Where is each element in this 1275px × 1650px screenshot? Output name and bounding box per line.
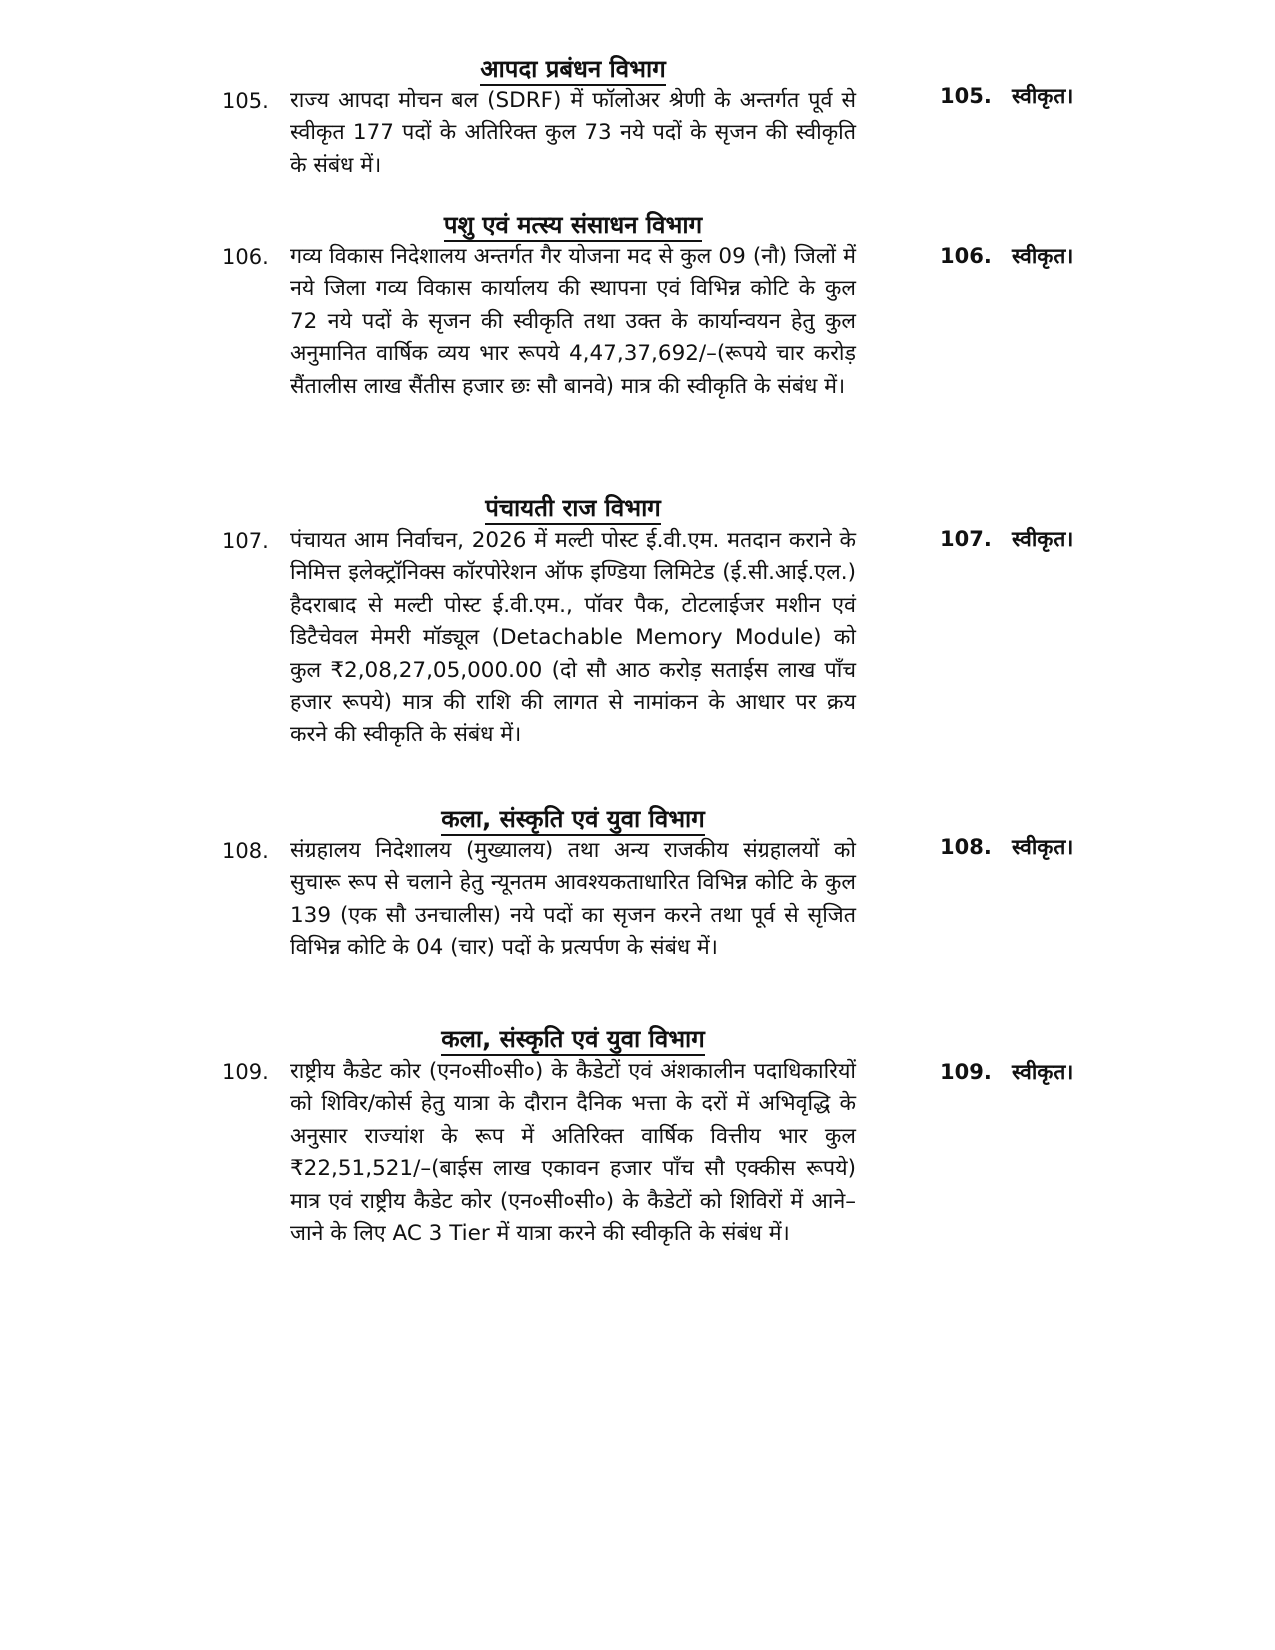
department-heading: आपदा प्रबंधन विभाग bbox=[290, 54, 856, 84]
decision-status: स्वीकृत। bbox=[1012, 1060, 1074, 1084]
department-heading: कला, संस्कृति एवं युवा विभाग bbox=[290, 1024, 856, 1054]
decision bbox=[940, 831, 1120, 864]
decision bbox=[940, 80, 1120, 113]
decision-number: 105. bbox=[940, 84, 992, 108]
decision-status: स्वीकृत। bbox=[1012, 244, 1074, 268]
item-number: 107. bbox=[222, 529, 269, 553]
decision-status: स्वीकृत। bbox=[1012, 835, 1074, 859]
decision bbox=[940, 240, 1120, 273]
item-text: पंचायत आम निर्वाचन, 2026 में मल्टी पोस्ट ई.वी.एम. मतदान कराने के निमित्त इलेक्ट्रॉनिक्स कॉरपोरेशन ऑफ इण्डिया लिमिटेड (ई.सी.आई.एल.) हैदराबाद से मल्टी पोस्ट ई.वी.एम., पॉवर पैक, टोटलाईजर मशीन एवं डिटैचेवल मेमरी मॉड्यूल (Detachable Memory Module) को कुल ₹2,08,27,05,000.00 (दो सौ आठ करोड़ सताईस लाख पाँच हजार रूपये) मात्र की राशि की लागत से नामांकन के आधार पर क्रय करने की स्वीकृति के संबंध में। bbox=[290, 528, 856, 748]
department-heading: पशु एवं मत्स्य संसाधन विभाग bbox=[290, 210, 856, 240]
item-text: संग्रहालय निदेशालय (मुख्यालय) तथा अन्य राजकीय संग्रहालयों को सुचारू रूप से चलाने हेतु न्यूनतम आवश्यकताधारित विभिन्न कोटि के कुल 139 (एक सौ उनचालीस) नये पदों का सृजन करने तथा पूर्व से सृजित विभिन्न कोटि के 04 (चार) पदों के प्रत्यर्पण के संबंध में। bbox=[290, 838, 856, 961]
item-text: राज्य आपदा मोचन बल (SDRF) में फॉलोअर श्रेणी के अन्तर्गत पूर्व से स्वीकृत 177 पदों के अतिरिक्त कुल 73 नये पदों के सृजन की स्वीकृति के संबंध में। bbox=[290, 88, 856, 178]
item-text: गव्य विकास निदेशालय अन्तर्गत गैर योजना मद से कुल 09 (नौ) जिलों में नये जिला गव्य विकास कार्यालय की स्थापना एवं विभिन्न कोटि के कुल 72 नये पदों के सृजन की स्वीकृति तथा उक्त के कार्यान्वयन हेतु कुल अनुमानित वार्षिक व्यय भार रूपये 4,47,37,692/–(रूपये चार करोड़ सैंतालीस लाख सैंतीस हजार छः सौ बानवे) मात्र की स्वीकृति के संबंध में। bbox=[290, 244, 856, 399]
department-heading: पंचायती राज विभाग bbox=[290, 493, 856, 523]
decision-number: 106. bbox=[940, 244, 992, 268]
decision bbox=[940, 1056, 1120, 1089]
decision-number: 108. bbox=[940, 835, 992, 859]
item-text: राष्ट्रीय कैडेट कोर (एन०सी०सी०) के कैडेटों एवं अंशकालीन पदाधिकारियों को शिविर/कोर्स हेतु यात्रा के दौरान दैनिक भत्ता के दरों में अभिवृद्धि के अनुसार राज्यांश के रूप में अतिरिक्त वार्षिक वित्तीय भार कुल ₹22,51,521/–(बाईस लाख एकावन हजार पाँच सौ एक्कीस रूपये) मात्र एवं राष्ट्रीय कैडेट कोर (एन०सी०सी०) के कैडेटों को शिविरों में आने–जाने के लिए AC 3 Tier में यात्रा करने की स्वीकृति के संबंध में। bbox=[290, 1059, 856, 1247]
item-number: 106. bbox=[222, 245, 269, 269]
decision bbox=[940, 523, 1120, 556]
decision-number: 109. bbox=[940, 1060, 992, 1084]
item-number: 108. bbox=[222, 839, 269, 863]
item-number: 105. bbox=[222, 89, 269, 113]
decision-status: स्वीकृत। bbox=[1012, 527, 1074, 551]
decision-status: स्वीकृत। bbox=[1012, 84, 1074, 108]
decision-number: 107. bbox=[940, 527, 992, 551]
item-number: 109. bbox=[222, 1060, 269, 1084]
department-heading: कला, संस्कृति एवं युवा विभाग bbox=[290, 804, 856, 834]
